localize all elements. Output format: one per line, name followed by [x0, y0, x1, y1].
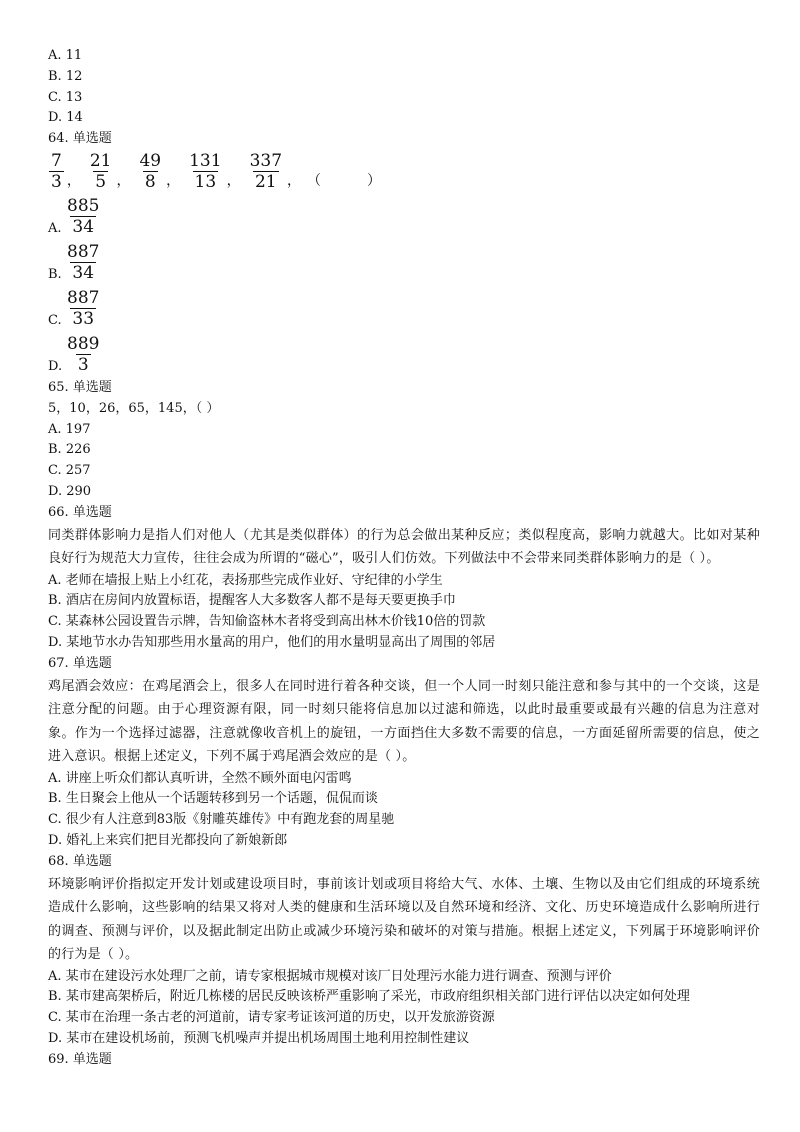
question-66: [48, 503, 760, 654]
q66-option-c: C. 某森林公园设置告示牌，告知偷盗林木者将受到高出林木价钱10倍的罚款: [48, 614, 486, 630]
q66-option-d: D. 某地节水办告知那些用水量高的用户，他们的用水量明显高出了周围的邻居: [48, 634, 496, 650]
q65-option-c: C. 257: [48, 463, 91, 479]
q68-stem: 环境影响评价指拟定开发计划或建设项目时，事前该计划或项目将给大气、水体、土壤、生物以及由它们组成的环境系统造成什么影响，这些影响的结果又将对人类的健康和生活环境以及自然环境和经济、文化、历史环境造成什么影响所进行的调查、预测与评价，以及据此制定出防止或减少环境污染和破坏的对策与措施。根据上述定义，下列属于环境影响评价的行为是（ ）。: [48, 876, 760, 963]
q63-option-b: B. 12: [48, 68, 83, 84]
separator: ，: [116, 172, 131, 189]
q64-option-a: A. $\frac{885}{34}$: [48, 196, 100, 238]
q65-option-d: D. 290: [48, 483, 92, 499]
q64-fraction-4: $\frac{131}{13}$: [189, 151, 222, 193]
q68-header: 68. 单选题: [48, 853, 112, 869]
q63-option-a: A. 11: [48, 48, 83, 63]
q63-option-d: D. 14: [48, 110, 83, 126]
q64-option-d: D. $\frac{889}{3}$: [48, 334, 100, 376]
q67-stem: 鸡尾酒会效应：在鸡尾酒会上，很多人在同时进行着各种交谈，但一个人同一时刻只能注意和参与其中的一个交谈，这是注意分配的问题。由于心理资源有限，同一时刻只能将信息加以过滤和筛选，以此时最重要或最有兴趣的信息为注意对象。作为一个选择过滤器，注意就像收音机上的旋钮，一方面挡住大多数不需要的信息，一方面延留所需要的信息，使之进入意识。根据上述定义，下列不属于鸡尾酒会效应的是（ ）。: [48, 678, 760, 765]
question-69: [48, 1050, 760, 1071]
q67-header: 67. 单选题: [48, 655, 112, 671]
q64-option-b: B. $\frac{887}{34}$: [48, 242, 100, 284]
q63-options: [48, 46, 760, 129]
q69-header: 69. 单选题: [48, 1051, 112, 1067]
q65-stem: 5，10，26，65，145，（ ）: [48, 400, 220, 416]
q66-option-a: A. 老师在墙报上贴上小红花，表扬那些完成作业好、守纪律的小学生: [48, 572, 443, 588]
q65-option-a: A. 197: [48, 421, 91, 437]
q68-option-a: A. 某市在建设污水处理厂之前，请专家根据城市规模对该厂日处理污水能力进行调查、预测与评价: [48, 968, 612, 984]
separator: ，: [66, 172, 81, 189]
q67-option-a: A. 讲座上听众们都认真听讲，全然不顾外面电闪雷鸣: [48, 770, 352, 786]
separator: ，: [166, 172, 181, 189]
q64-fraction-2: $\frac{21}{5}$: [89, 151, 112, 193]
q64-header: 64. 单选题: [48, 131, 112, 147]
answer-paren: （ ）: [307, 172, 382, 189]
q65-option-b: B. 226: [48, 442, 91, 458]
q66-header: 66. 单选题: [48, 504, 112, 520]
q66-stem: 同类群体影响力是指人们对他人（尤其是类似群体）的行为总会做出某种反应；类似程度高，影响力就越大。比如对某种良好行为规范大力宣传，往往会成为所谓的“磁心”，吸引人们仿效。下列做法中不会带来同类群体影响力的是（ ）。: [48, 527, 760, 567]
q63-option-c: C. 13: [48, 89, 83, 105]
q64-fraction-3: $\frac{49}{8}$: [139, 151, 162, 193]
question-64: [48, 129, 760, 378]
q64-fraction-5: $\frac{337}{21}$: [249, 151, 283, 193]
separator: ，: [226, 172, 241, 189]
question-65: [48, 378, 760, 503]
q68-option-b: B. 某市建高架桥后，附近几栋楼的居民反映该桥严重影响了采光，市政府组织相关部门进行评估以决定如何处理: [48, 989, 690, 1005]
q65-header: 65. 单选题: [48, 379, 112, 395]
q68-option-d: D. 某市在建设机场前，预测飞机噪声并提出机场周围土地利用控制性建议: [48, 1030, 470, 1046]
q68-option-c: C. 某市在治理一条古老的河道前，请专家考证该河道的历史，以开发旅游资源: [48, 1010, 495, 1026]
question-page: [48, 46, 760, 1071]
q64-sequence: [48, 150, 760, 194]
q64-fraction-1: $\frac{7}{3}$: [51, 151, 62, 193]
q67-option-b: B. 生日聚会上他从一个话题转移到另一个话题，侃侃而谈: [48, 791, 378, 807]
q67-option-d: D. 婚礼上来宾们把目光都投向了新娘新郎: [48, 832, 288, 848]
q64-option-c: C. $\frac{887}{33}$: [48, 288, 100, 330]
question-68: [48, 852, 760, 1050]
q66-option-b: B. 酒店在房间内放置标语，提醒客人大多数客人都不是每天要更换手巾: [48, 593, 456, 609]
q67-option-c: C. 很少有人注意到83版《射雕英雄传》中有跑龙套的周星驰: [48, 812, 395, 828]
question-67: [48, 654, 760, 852]
separator: ，: [287, 172, 302, 189]
